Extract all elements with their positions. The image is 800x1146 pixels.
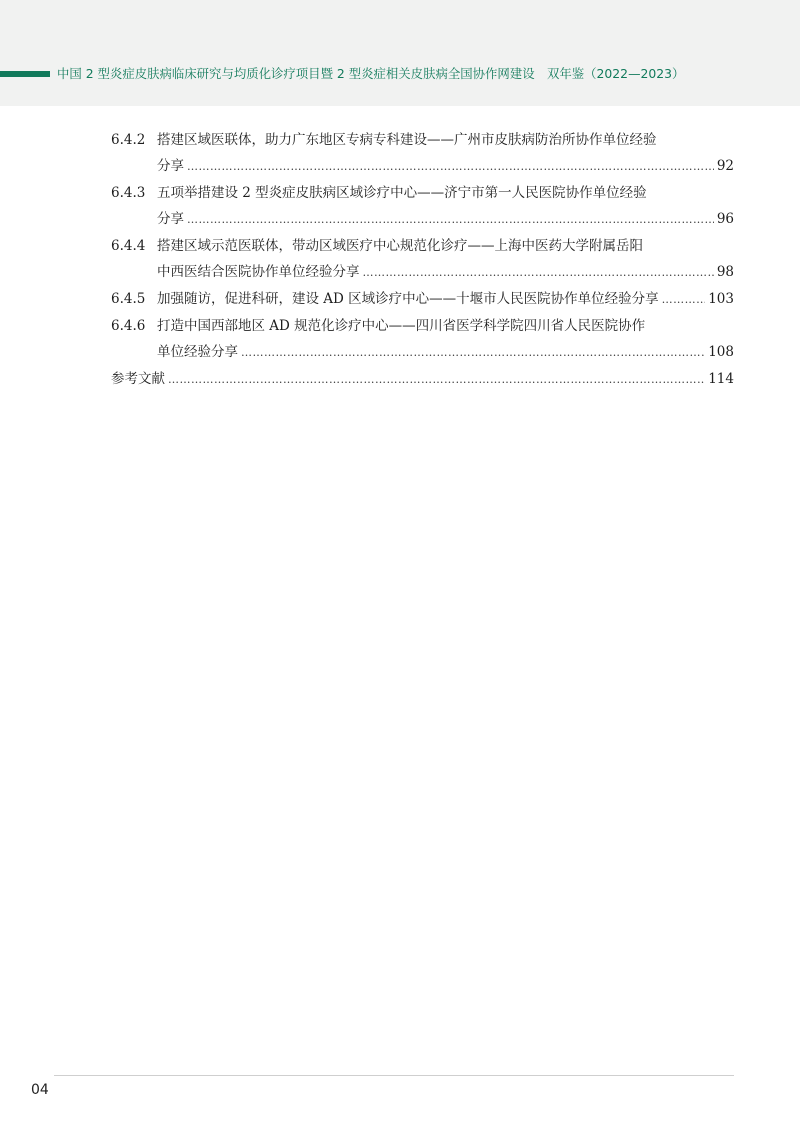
header-band [0,0,800,106]
toc-entry-title-continued: 中西医结合医院协作单位经验分享 [157,264,360,280]
table-of-contents [111,127,734,393]
running-header-title: 中国 2 型炎症皮肤病临床研究与均质化诊疗项目暨 2 型炎症相关皮肤病全国协作网建设 双年鉴（2022—2023） [57,66,685,81]
page-number: 04 [31,1082,49,1098]
dot-leader [662,287,706,313]
toc-entry-title: 打造中国西部地区 AD 规范化诊疗中心——四川省医学科学院四川省人民医院协作 [157,318,646,334]
dot-leader [363,260,714,286]
dot-leader [187,207,714,233]
dot-leader [187,154,714,180]
toc-entry-page: 92 [716,158,734,174]
toc-entry-6-4-6[interactable] [111,313,734,366]
toc-entry-page: 98 [716,264,734,280]
toc-entry-6-4-5[interactable] [111,286,734,313]
toc-entry-number: 6.4.5 [111,291,146,307]
toc-entry-title: 搭建区域医联体，助力广东地区专病专科建设——广州市皮肤病防治所协作单位经验 [157,132,657,148]
dot-leader [168,367,705,393]
toc-entry-references[interactable] [111,366,734,393]
toc-entry-6-4-3[interactable] [111,180,734,233]
toc-entry-title: 五项举措建设 2 型炎症皮肤病区域诊疗中心——济宁市第一人民医院协作单位经验 [157,185,647,201]
toc-entry-title-continued: 分享 [157,158,184,174]
toc-entry-title: 加强随访，促进科研，建设 AD 区域诊疗中心——十堰市人民医院协作单位经验分享 [157,291,659,307]
toc-entry-number: 6.4.2 [111,132,146,148]
toc-entry-title-continued: 单位经验分享 [157,344,238,360]
toc-entry-page: 103 [708,291,734,307]
footer-divider [54,1075,734,1076]
toc-entry-title-continued: 分享 [157,211,184,227]
toc-entry-page: 108 [708,344,734,360]
toc-entry-number: 6.4.3 [111,185,146,201]
toc-entry-title: 搭建区域示范医联体，带动区域医疗中心规范化诊疗——上海中医药大学附属岳阳 [157,238,643,254]
toc-entry-page: 96 [716,211,734,227]
toc-entry-number: 6.4.6 [111,318,146,334]
toc-entry-number: 6.4.4 [111,238,146,254]
toc-entry-title: 参考文献 [111,371,165,387]
toc-entry-6-4-2[interactable] [111,127,734,180]
toc-entry-6-4-4[interactable] [111,233,734,286]
header-accent-bar [0,71,50,77]
toc-entry-page: 114 [708,371,734,387]
dot-leader [241,340,705,366]
